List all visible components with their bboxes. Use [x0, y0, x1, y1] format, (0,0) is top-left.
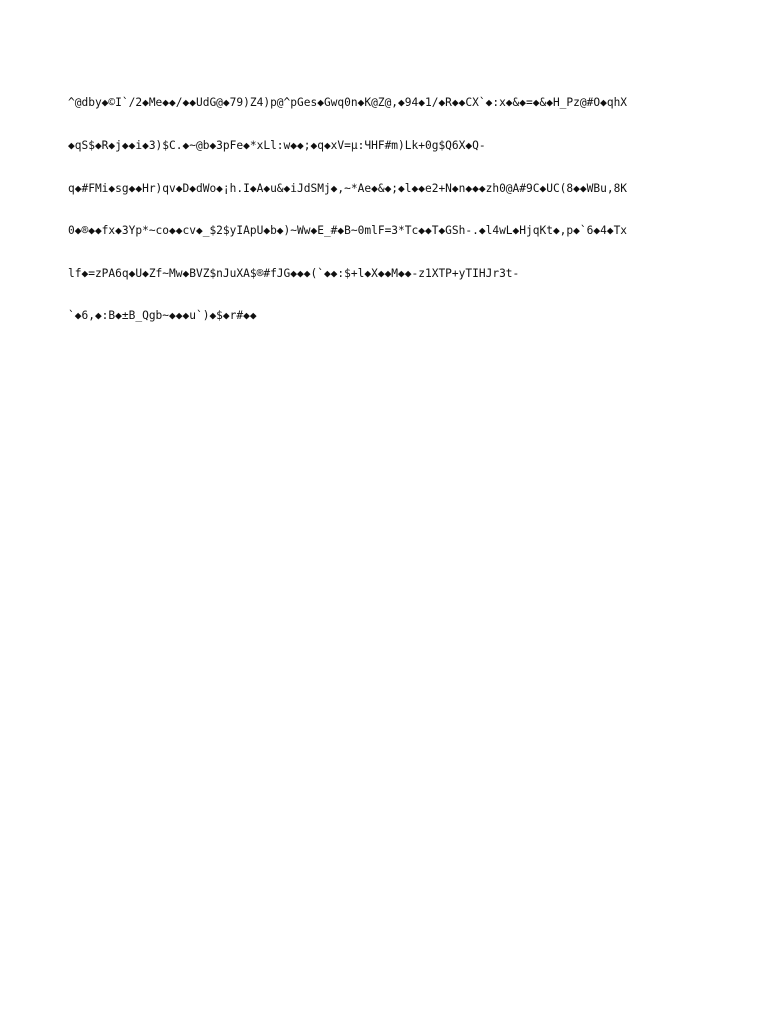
text-line: `◆6,◆:B◆±B_Qgb~◆◆◆u`)◆$◆r#◆◆ — [68, 309, 257, 323]
text-line: 0◆®◆◆fx◆3Yp*~co◆◆cv◆_$2$yIApU◆b◆)~Ww◆E_#◆B~0mlF=3*Tc◆◆T◆GSh-.◆l4wL◆HjqKt◆,p◆`6◆4◆Tx — [68, 224, 628, 238]
garbled-text-block — [68, 68, 708, 948]
text-line: q◆#FMi◆sg◆◆Hr)qv◆D◆dWo◆¡h.I◆A◆u&◆iJdSMj◆,~*Ae◆&◆;◆l◆◆e2+N◆n◆◆◆zh0@A#9C◆UC(8◆◆WBu,8K — [68, 181, 628, 195]
text-line: ◆qS$◆R◆j◆◆i◆3)$C.◆~@b◆3pFe◆*xLl:w◆◆;◆q◆xV=μ:ЧHF#m)Lk+0g$Q6X◆Q- — [68, 139, 486, 152]
text-line: ^@dby◆©I`/2◆Me◆◆/◆◆UdG@◆79)Z4)p@^pGes◆Gwq0n◆K@Z@,◆94◆1/◆R◆◆CX`◆:x◆&◆=◆&◆H_Pz@#O◆qhX — [68, 96, 628, 110]
text-line: lf◆=zPA6q◆U◆Zf~Mw◆BVZ$nJuXA$®#fJG◆◆◆(`◆◆:$+l◆X◆◆M◆◆-z1XTP+yTIHJr3t- — [68, 266, 520, 280]
